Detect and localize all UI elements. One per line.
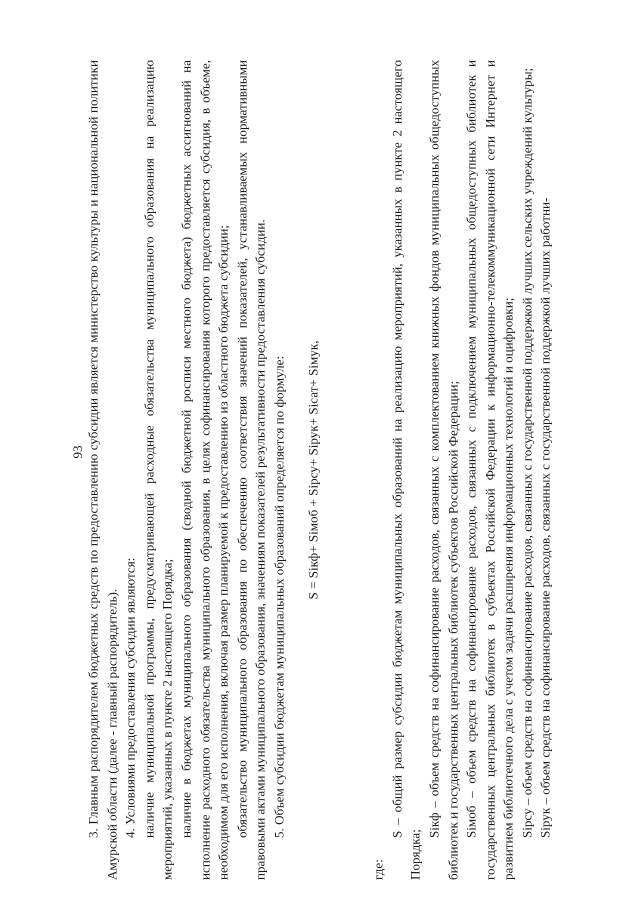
where-label: где: bbox=[370, 859, 386, 880]
subsidy-formula: S = Sікф+ Sімоб + Sірсу+ Sірук+ Sісат+ Sімук, bbox=[305, 340, 320, 600]
paragraph-condition-program: наличие муниципальной программы, предусматривающей расходные обязательства муниципального образования на реализацию мероприятий, указанных в пункте 2 настоящего Порядка; bbox=[141, 60, 175, 880]
spacer bbox=[340, 60, 370, 880]
definition-rural-institutions: Sірсу – объем средств на софинансирование расходов, связанных с государственной поддержкой лучших сельских учреждений культуры; bbox=[519, 67, 535, 838]
paragraph-conditions-heading: 4. Условиями предоставления субсидии являются: bbox=[122, 557, 138, 838]
definition-internet-connection: Sімоб – объем средств на софинансирование расходов, связанных с подключением муниципальных общедоступных библиотек и государственных центральных библиотек в субъектах Российской Федерации к информационно-телекоммуникационной сети Интернет и развитием библиотечного дела с учетом задачи расширения информационных технологий и оцифровки; bbox=[463, 60, 516, 880]
paragraph-distributor: 3. Главным распорядителем бюджетных средств по предоставлению субсидии является министерство культуры и национальной политики Амурской области (далее - главный распорядитель). bbox=[85, 60, 120, 880]
definition-total: S – общий размер субсидии бюджетам муниципальных образований на реализацию мероприятий, указанных в пункте 2 настоящего Порядка; bbox=[389, 60, 423, 880]
paragraph-subsidy-volume: 5. Объем субсидии бюджетам муниципальных образований определяется по формуле: bbox=[271, 355, 287, 838]
definition-best-workers: Sірук – объем средств на софинансирование расходов, связанных с государственной поддержкой лучших работни- bbox=[537, 197, 553, 838]
paragraph-condition-obligation: обязательство муниципального образования по обеспечению соответствия значений показателей, устанавливаемых нормативными правовыми актами муниципального образования, значениям показателей результативности предоставления субсидии. bbox=[234, 60, 268, 880]
page-number: 93 bbox=[70, 445, 85, 459]
paragraph-condition-budget: наличие в бюджетах муниципального образования (сводной бюджетной росписи местного бюджета) бюджетных ассигнований на исполнение расходного обязательства муниципального образования, в целях софинансирования которого предоставляется субсидия, в объеме, необходимом для его исполнения, включая размер планируемой к предоставлению из областного бюджета субсидии; bbox=[178, 60, 231, 880]
definition-book-funds: Sікф – объем средств на софинансирование расходов, связанных с комплектованием книжных фондов муниципальных общедоступных библиотек и государственных центральных библиотек субъектов Российской Федерации; bbox=[426, 60, 460, 880]
document-page bbox=[84, 60, 555, 880]
